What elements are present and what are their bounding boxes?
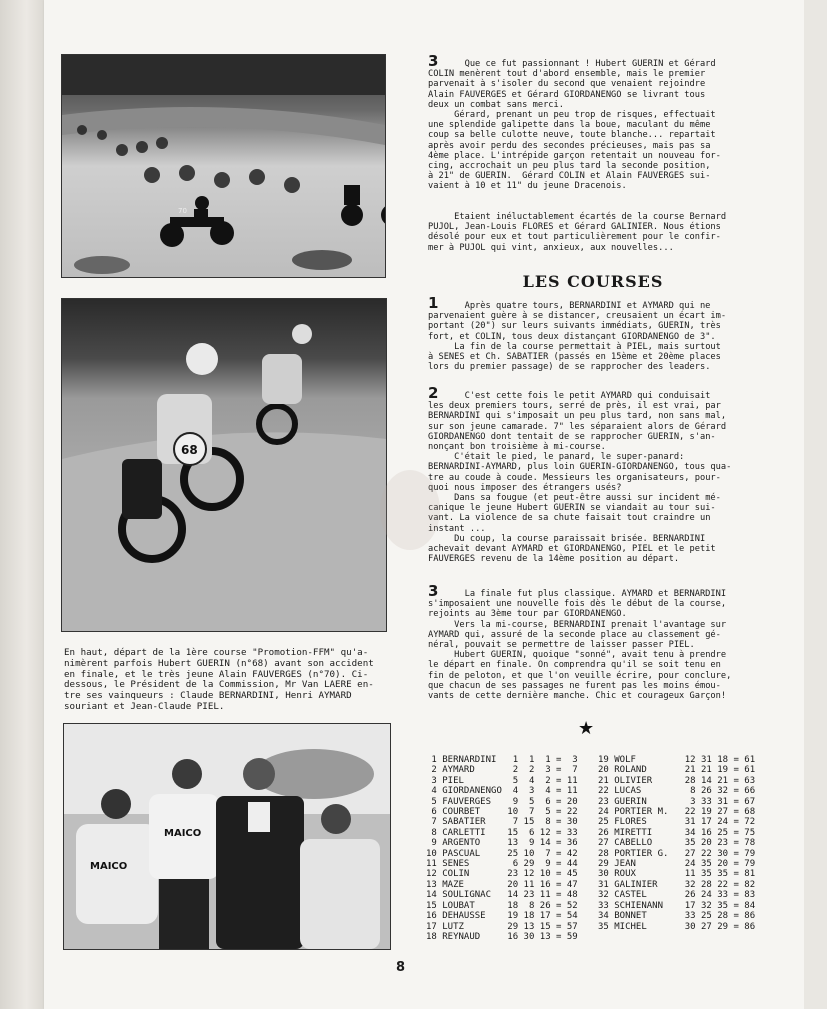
section-top-paragraph-1 xyxy=(428,52,758,192)
result-row: 11 SENES 6 29 9 = 44 xyxy=(426,859,578,870)
binding-spine xyxy=(0,0,44,1009)
result-row: 22 LUCAS 8 26 32 = 66 xyxy=(598,786,756,797)
result-row: 8 CARLETTI 15 6 12 = 33 xyxy=(426,827,578,838)
photo-caption: En haut, départ de la 1ère course "Promotion-FFM" qu'a- nimèrent parfois Hubert GUERIN (n°68) avant son accident en finale, et le très jeune Alain FAUVERGES (n°70). Ci- dessous, le Président de la Commission, Mr Van LAERE en- tre ses vainqueurs : Claude BERNARDINI, Henri AYMARD souriant et Jean-Claude PIEL. xyxy=(64,647,374,712)
photo1-rider-number: 70 xyxy=(178,207,187,215)
result-row: 18 REYNAUD 16 30 13 = 59 xyxy=(426,931,578,942)
result-row: 33 SCHIENANN 17 32 35 = 84 xyxy=(598,900,756,911)
course-2-number: 2 xyxy=(428,384,439,402)
course-1-block xyxy=(428,294,758,373)
photo-winners-group xyxy=(63,723,391,950)
course-1-text: Après quatre tours, BERNARDINI et AYMARD qui ne parvenaient guère à se distancer, creusaient un écart im- portant (20") sur leurs suivants immédiats, GUERIN, très fort, et COLIN, tous deux distançant GIORDANENGO de 3". La fin de la course permettait à PIEL, mais surtout à SENES et Ch. SABATIER (passés en 15ème et 20ème places lors du premier passage) de se rapprocher des leaders. xyxy=(428,301,727,373)
course-2-block xyxy=(428,384,758,565)
result-row: 10 PASCUAL 25 10 7 = 42 xyxy=(426,848,578,859)
result-row: 17 LUTZ 29 13 15 = 57 xyxy=(426,921,578,932)
result-row: 1 BERNARDINI 1 1 1 = 3 xyxy=(426,755,578,765)
result-row: 29 JEAN 24 35 20 = 79 xyxy=(598,859,756,870)
result-row: 3 PIEL 5 4 2 = 11 xyxy=(426,775,578,786)
result-row: 14 SOULIGNAC 14 23 11 = 48 xyxy=(426,890,578,901)
result-row: 13 MAZE 20 11 16 = 47 xyxy=(426,879,578,890)
result-row: 4 GIORDANENGO 4 3 4 = 11 xyxy=(426,786,578,797)
result-row: 9 ARGENTO 13 9 14 = 36 xyxy=(426,838,578,849)
course-2-text: C'est cette fois le petit AYMARD qui conduisait les deux premiers tours, serré de près, il est vrai, par BERNARDINI qui s'imposait un peu plus tard, non sans mal, sur son jeune camarade. 7" les séparaient alors de Gérard GIORDANENGO dont tentait de se rapprocher GUERIN, s'an- nonçant bon troisième à mi-course. C'était le pied, le panard, le super-panard: BERNARDINI-AYMARD, plus loin GUERIN-GIORDANENGO, tous qua- tre au coude à coude. Messieurs les organisateurs, pour- quoi nous imposer des étrangers usés? Dans sa fougue (et peut-être aussi sur incident mé- canique le jeune Hubert GUERIN se viandait au tour sui- vant. La violence de sa chute faisait tout craindre un instant ... Du coup, la course paraissait brisée. BERNARDINI achevait devant AYMARD et GIORDANENGO, PIEL et le petit FAUVERGES revenu de la 14ème position au départ. xyxy=(428,391,732,565)
heading-les-courses: LES COURSES xyxy=(522,272,664,291)
ink-stain xyxy=(380,470,440,550)
photo3-shirt-right: MAICO xyxy=(164,828,202,839)
page-number: 8 xyxy=(396,960,406,975)
section-top-number: 3 xyxy=(428,52,439,70)
result-row: 35 MICHEL 30 27 29 = 86 xyxy=(598,921,756,932)
result-row: 31 GALINIER 32 28 22 = 82 xyxy=(598,879,756,890)
result-row: 34 BONNET 33 25 28 = 86 xyxy=(598,911,756,922)
section-top-text-b: Etaient inéluctablement écartés de la course Bernard PUJOL, Jean-Louis FLORES et Gérard GALINIER. Nous étions désolé pour eux et tout particulièrement pour le confir- mer à PUJOL qui vint, anxieux, aux nouvelles... xyxy=(428,212,727,253)
result-row: 5 FAUVERGES 9 5 6 = 20 xyxy=(426,796,578,807)
result-row: 15 LOUBAT 18 8 26 = 52 xyxy=(426,900,578,911)
course-3-number: 3 xyxy=(428,582,439,600)
star-icon: ★ xyxy=(578,718,595,739)
course-1-number: 1 xyxy=(428,294,439,312)
result-row: 32 CASTEL 26 24 33 = 83 xyxy=(598,890,756,901)
result-row: 12 COLIN 23 12 10 = 45 xyxy=(426,869,578,880)
result-row: 30 ROUX 11 35 35 = 81 xyxy=(598,869,756,880)
result-row: 28 PORTIER G. 27 22 30 = 79 xyxy=(598,848,756,859)
photo3-shirt-left: MAICO xyxy=(90,861,128,872)
page-edge xyxy=(804,0,827,1009)
result-row: 25 FLORES 31 17 24 = 72 xyxy=(598,817,756,828)
results-table-right xyxy=(598,755,755,932)
photo2-rider-number: 68 xyxy=(181,443,198,457)
result-row: 26 MIRETTI 34 16 25 = 75 xyxy=(598,827,756,838)
course-3-text: La finale fut plus classique. AYMARD et BERNARDINI s'imposaient une nouvelle fois dès le début de la course, rejoints au 3ème tour par GIORDANENGO. Vers la mi-course, BERNARDINI prenait l'avantage sur AYMARD qui, assuré de la seconde place au classement gé- néral, pouvait se permettre de laisser passer PIEL. Hubert GUERIN, quoique "sonné", avait tenu à prendre le départ en finale. On comprendra qu'il se soit tenu en fin de peloton, et que l'on veuille écrire, pour conclure, que chacun de ses passages ne furent pas les moins émou- vants de cette dernière manche. Chic et courageux Garçon! xyxy=(428,589,732,702)
course-3-block xyxy=(428,582,758,702)
result-row: 6 COURBET 10 7 5 = 22 xyxy=(426,807,578,818)
photo-race-start xyxy=(61,54,386,278)
result-row: 2 AYMARD 2 2 3 = 7 xyxy=(426,765,578,776)
results-table-left xyxy=(426,755,578,942)
photo-riders-cornering xyxy=(61,298,387,632)
result-row: 21 OLIVIER 28 14 21 = 63 xyxy=(598,775,756,786)
result-row: 16 DEHAUSSE 19 18 17 = 54 xyxy=(426,911,578,922)
result-row: 27 CABELLO 35 20 23 = 78 xyxy=(598,838,756,849)
result-row: 19 WOLF 12 31 18 = 61 xyxy=(598,755,756,765)
section-top-text-a: Que ce fut passionnant ! Hubert GUERIN et Gérard COLIN menèrent tout d'abord ensemble, mais le premier parvenait à s'isoler du second que venaient rejoindre Alain FAUVERGES et Gérard GIORDANENGO se livrant tous deux un combat sans merci. Gérard, prenant un peu trop de risques, effectuait une splendide galipette dans la boue, maculant du même coup sa belle culotte neuve, toute blanche... repartait après avoir perdu des secondes précieuses, mais pas sa 4ème place. L'intrépide garçon retentait un nouveau for- cing, accrochait un peu plus tard la seconde position, à 21" de GUERIN. Gérard COLIN et Alain FAUVERGES sui- vaient à 10 et 11" du jeune Dracenois. xyxy=(428,59,721,192)
result-row: 23 GUERIN 3 33 31 = 67 xyxy=(598,796,756,807)
result-row: 20 ROLAND 21 21 19 = 61 xyxy=(598,765,756,776)
result-row: 7 SABATIER 7 15 8 = 30 xyxy=(426,817,578,828)
result-row: 24 PORTIER M. 22 19 27 = 68 xyxy=(598,807,756,818)
